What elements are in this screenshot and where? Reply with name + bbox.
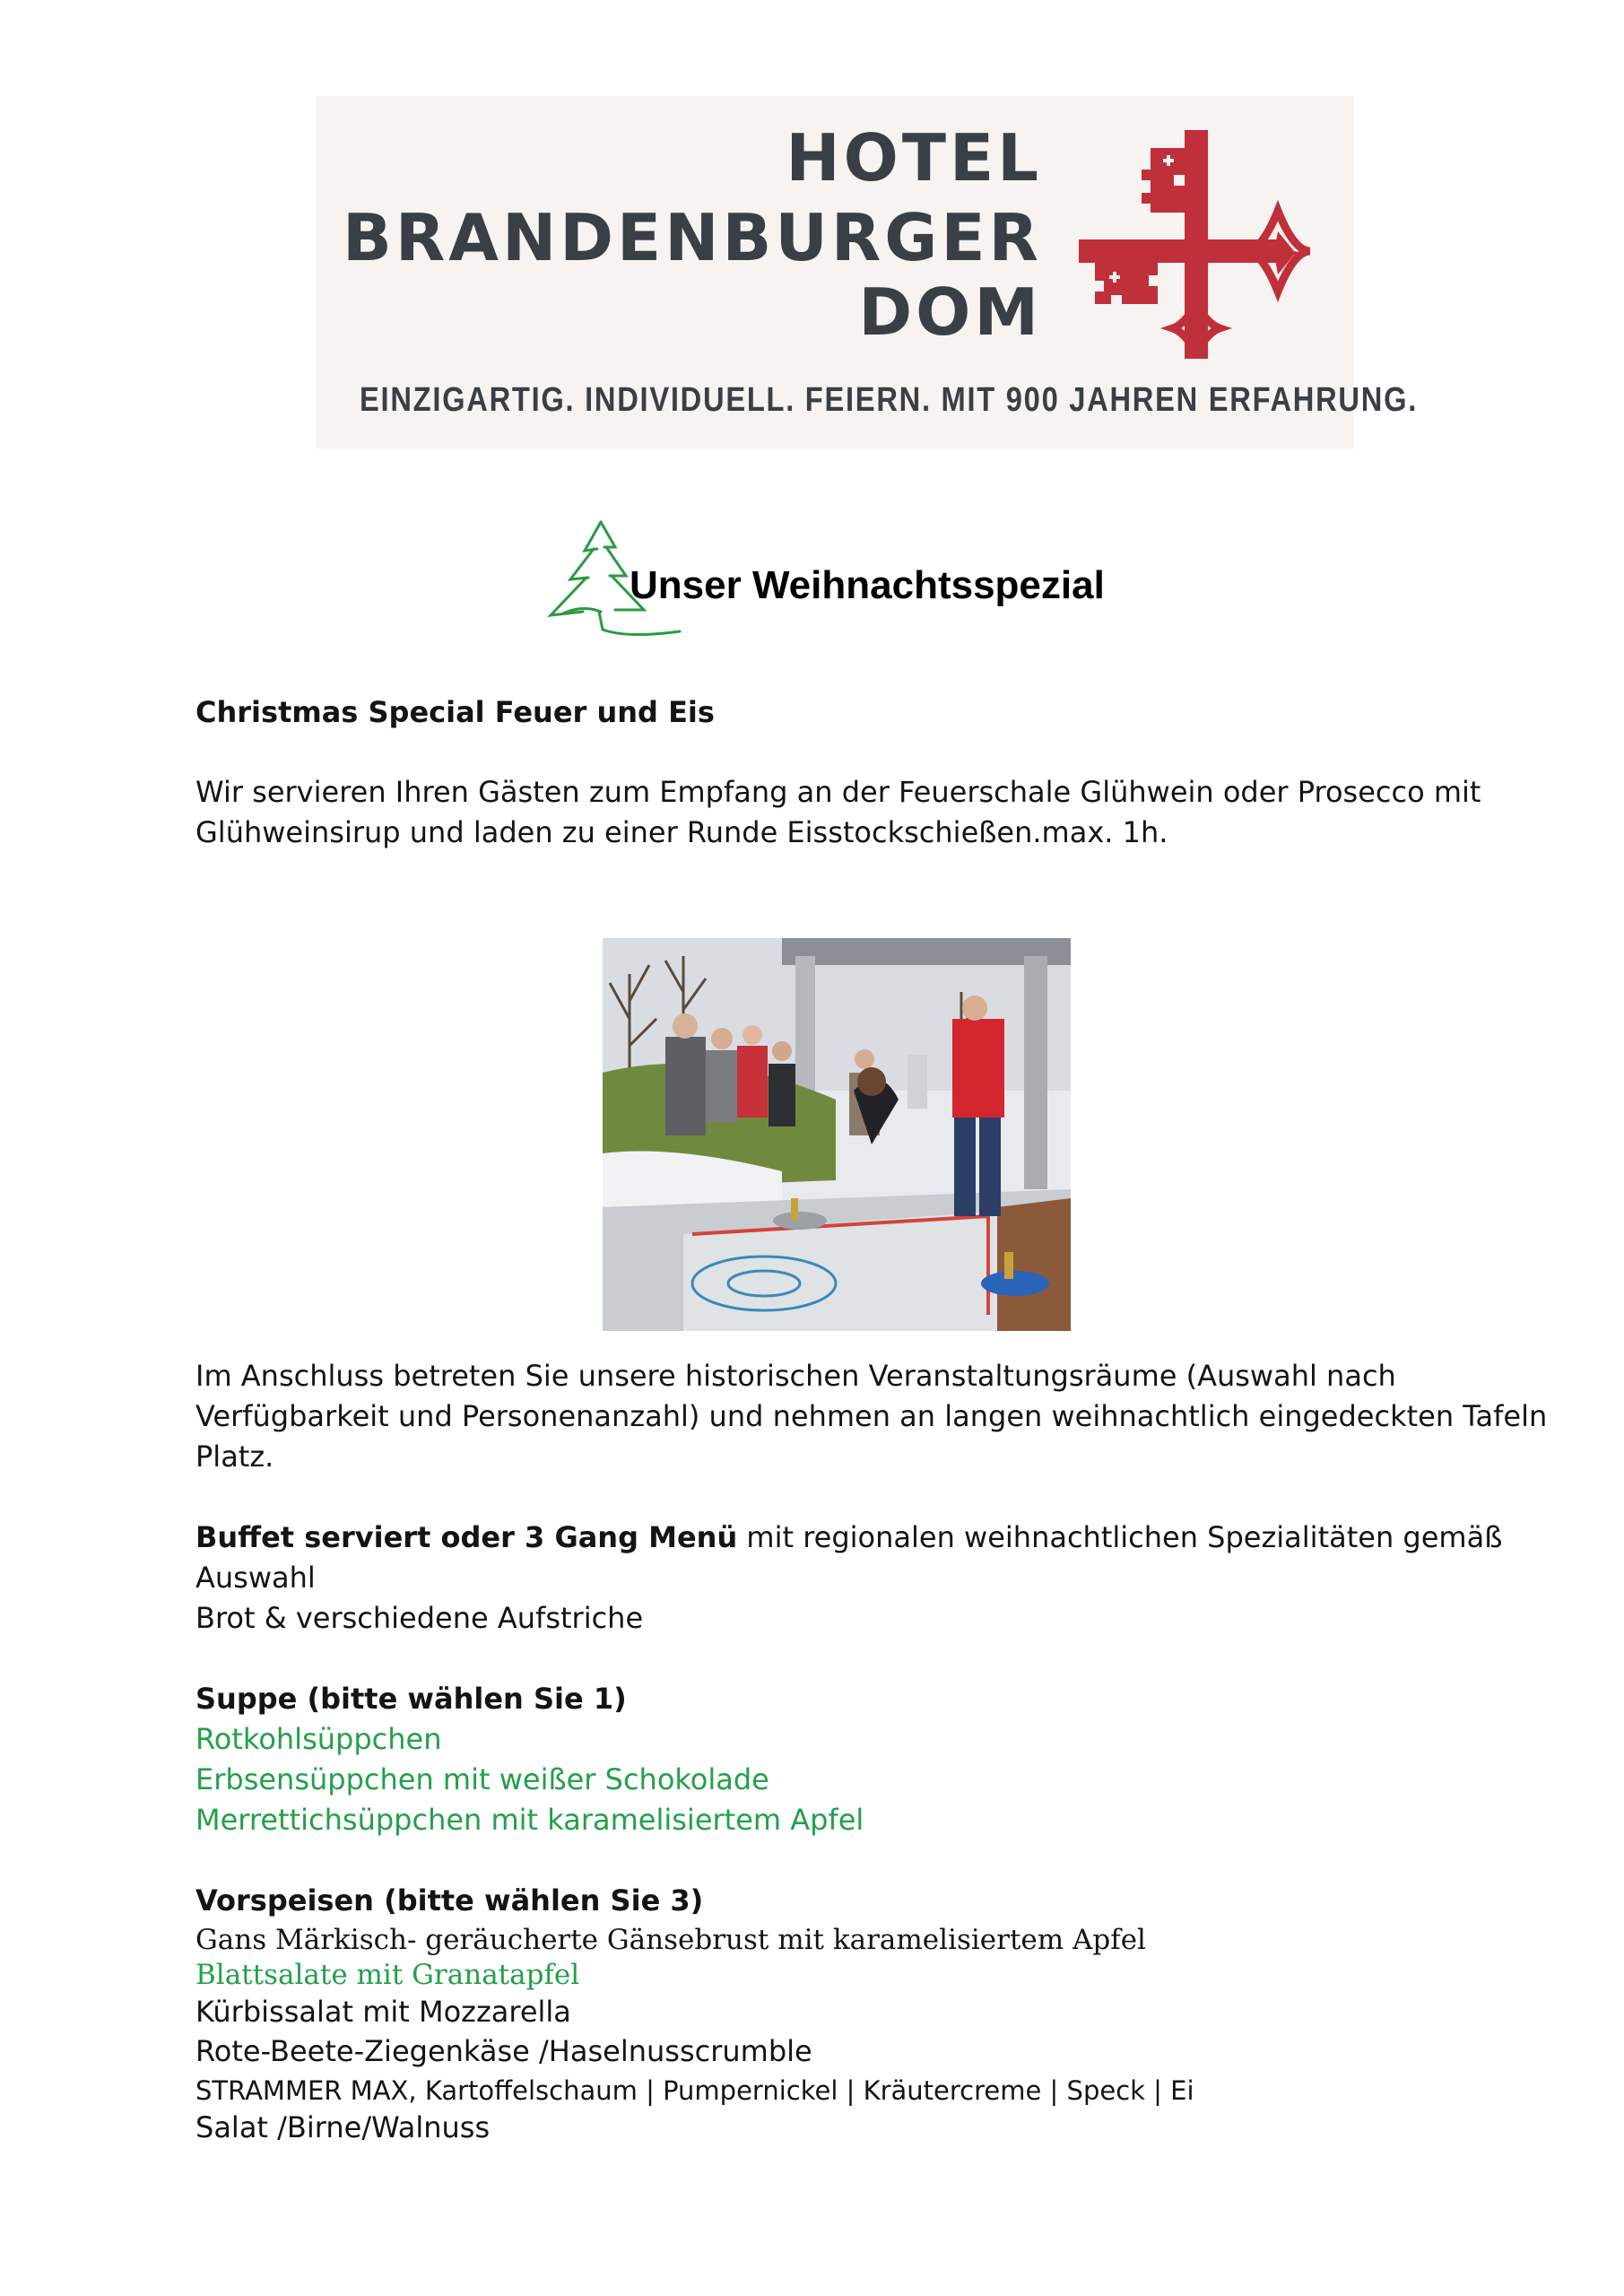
after-photo-line-2: Verfügbarkeit und Personenanzahl) und nehmen an langen weihnachtlich eingedeckten Tafeln xyxy=(195,1399,1548,1433)
hotel-logo xyxy=(317,96,1419,448)
buffet-bold: Buffet serviert oder 3 Gang Menü xyxy=(195,1520,738,1554)
logo-word-brandenburger: BRANDENBURGER xyxy=(342,200,1042,275)
starter-item: Kürbissalat mit Mozzarella xyxy=(195,1995,571,2029)
page-title: Unser Weihnachtsspezial xyxy=(630,563,1105,607)
soup-item: Erbsensüppchen mit weißer Schokolade xyxy=(195,1762,769,1796)
soup-item: Rotkohlsüppchen xyxy=(195,1722,442,1756)
logo-word-dom: DOM xyxy=(858,274,1042,350)
logo-word-hotel: HOTEL xyxy=(786,120,1042,196)
subtitle: Christmas Special Feuer und Eis xyxy=(195,695,715,729)
starter-item: Blattsalate mit Granatapfel xyxy=(195,1959,580,1991)
starters-heading: Vorspeisen (bitte wählen Sie 3) xyxy=(195,1883,704,1918)
starter-item: Rote-Beete-Ziegenkäse /Haselnusscrumble xyxy=(195,2034,812,2068)
starter-item: Gans Märkisch- geräucherte Gänsebrust mit karamelisiertem Apfel xyxy=(195,1924,1146,1956)
buffet-line-2: Auswahl xyxy=(195,1561,316,1595)
soup-heading: Suppe (bitte wählen Sie 1) xyxy=(195,1682,627,1716)
after-photo-line-1: Im Anschluss betreten Sie unsere historischen Veranstaltungsräume (Auswahl nach xyxy=(195,1359,1396,1393)
buffet-line-3: Brot & verschiedene Aufstriche xyxy=(195,1601,644,1635)
buffet-rest: mit regionalen weihnachtlichen Spezialitäten gemäß xyxy=(737,1520,1503,1554)
cross-key-icon xyxy=(1070,112,1330,372)
ice-stock-photo xyxy=(603,938,1071,1331)
intro-line-1: Wir servieren Ihren Gästen zum Empfang an der Feuerschale Glühwein oder Prosecco mit xyxy=(195,775,1481,809)
after-photo-line-3: Platz. xyxy=(195,1439,274,1474)
soup-item: Merrettichsüppchen mit karamelisiertem Apfel xyxy=(195,1803,864,1837)
intro-line-2: Glühweinsirup und laden zu einer Runde Eisstockschießen.max. 1h. xyxy=(195,815,1168,849)
starter-item: STRAMMER MAX, Kartoffelschaum | Pumpernickel | Kräutercreme | Speck | Ei xyxy=(195,2075,1194,2106)
buffet-line-1 xyxy=(195,1518,1502,1558)
starter-item: Salat /Birne/Walnuss xyxy=(195,2110,491,2144)
logo-tagline: EINZIGARTIG. INDIVIDUELL. FEIERN. MIT 900 JAHREN ERFAHRUNG. xyxy=(360,381,1419,419)
